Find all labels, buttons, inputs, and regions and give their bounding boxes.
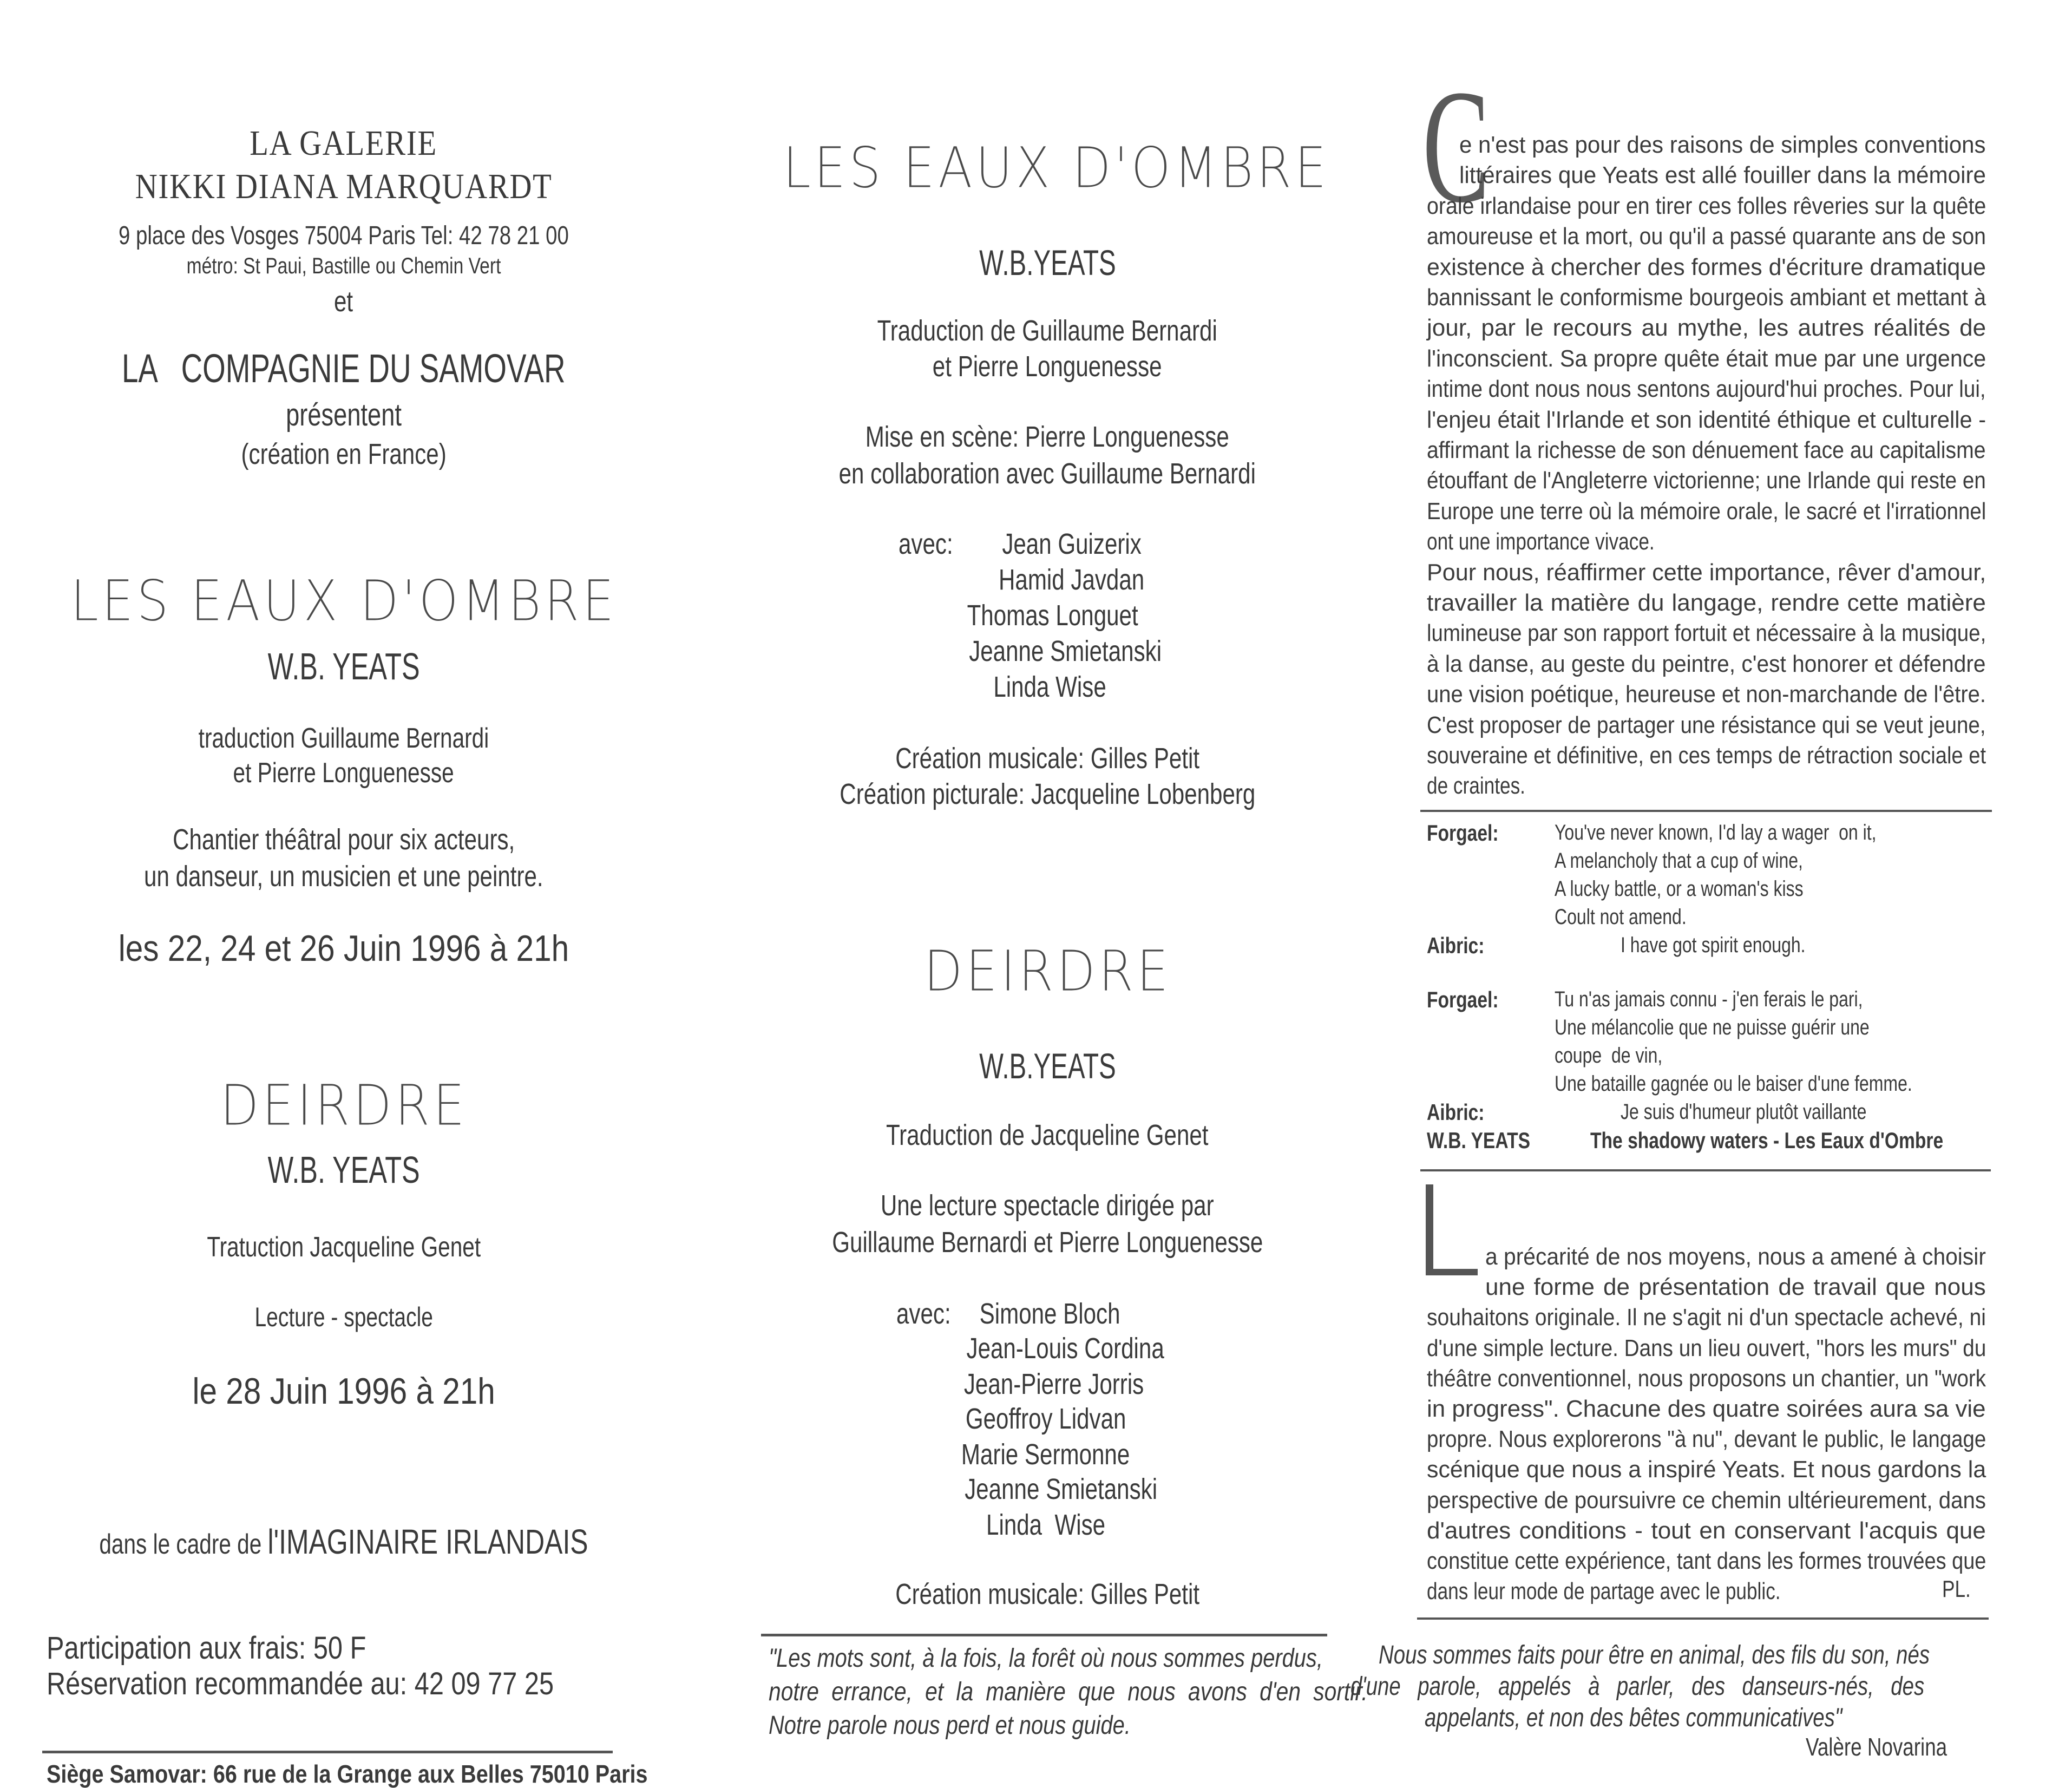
cast-member: Jeanne Smietanski — [965, 1473, 1158, 1505]
cast-member: Hamid Javdan — [999, 564, 1145, 596]
play1-translation-line1: Traduction de Guillaume Bernardi — [877, 315, 1218, 347]
dialogue-attribution-author: W.B. YEATS — [1427, 1128, 1531, 1153]
essay-line: Europe une terre où la mémoire orale, le sacré et l'irrationnel — [1427, 497, 1986, 525]
essay-line: dans leur mode de partage avec le public. — [1427, 1578, 1781, 1605]
play1-music-credit: Création musicale: Gilles Petit — [895, 742, 1199, 775]
essay-line: C'est proposer de partager une résistance qui se veut jeune, — [1427, 711, 1986, 738]
essay-line: une vision poétique, heureuse et non-marchande de l'être. — [1427, 681, 1986, 708]
essay-line: d'autres conditions - tout en conservant l'acquis que — [1427, 1517, 1986, 1544]
middle-quote-line: Notre parole nous perd et nous guide. — [769, 1711, 1131, 1740]
dialogue-line: Je suis d'humeur plutôt vaillante — [1621, 1100, 1867, 1124]
cast-member: Marie Sermonne — [961, 1438, 1130, 1471]
essay-line: l'inconscient. Sa propre quête était mue par une urgence — [1427, 345, 1986, 372]
essay-line: souveraine et définitive, en ces temps de rétraction sociale et — [1427, 742, 1986, 769]
play1-direction-line1: Mise en scène: Pierre Longuenesse — [865, 421, 1229, 453]
dialogue-speaker: Aibric: — [1427, 933, 1485, 958]
play1-cast-label: avec: — [899, 528, 953, 560]
essay-line: une forme de présentation de travail que nous — [1485, 1274, 1986, 1301]
play2-cast-label: avec: — [896, 1298, 951, 1330]
play2-title-handwritten: DEIRDRE — [220, 1072, 468, 1138]
play1-painting-credit: Création picturale: Jacqueline Lobenberg — [839, 778, 1256, 810]
company-name: LA COMPAGNIE DU SAMOVAR — [122, 346, 566, 391]
play2-title-handwritten: DEIRDRE — [923, 938, 1171, 1004]
essay-line: bannissant le conformisme bourgeois ambiant et mettant à — [1427, 284, 1986, 311]
drop-cap-l — [1426, 1184, 1479, 1275]
reservation-phone: Réservation recommandée au: 42 09 77 25 — [47, 1666, 554, 1701]
essay-line: in progress". Chacune des quatre soirées aura sa vie — [1427, 1396, 1986, 1422]
quote-author: Valère Novarina — [1806, 1733, 1948, 1761]
middle-quote-rule — [761, 1634, 1327, 1636]
play1-description-line1: Chantier théâtral pour six acteurs, — [172, 823, 515, 856]
creation-note: (création en France) — [241, 438, 447, 470]
play2-direction-line1: Une lecture spectacle dirigée par — [881, 1189, 1214, 1222]
essay-line: existence à chercher des formes d'écriture dramatique — [1427, 253, 1986, 280]
play1-title-handwritten: LES EAUX D'OMBRE — [783, 135, 1330, 201]
dialogue-line: A lucky battle, or a woman's kiss — [1555, 877, 1804, 901]
play2-direction-line2: Guillaume Bernardi et Pierre Longuenesse — [831, 1226, 1263, 1259]
essay-line: amoureuse et la mort, ou qu'il a passé quarante ans de son — [1427, 223, 1986, 250]
essay-line: lumineuse par son rapport fortuit et nécessaire à la musique, — [1427, 620, 1986, 647]
cast-member: Jean-Pierre Jorris — [963, 1368, 1144, 1400]
play1-author: W.B.YEATS — [979, 243, 1116, 283]
drop-cap-c: C — [1422, 56, 1490, 236]
essay-line: ont une importance vivace. — [1427, 528, 1655, 555]
play1-translation-line2: et Pierre Longuenesse — [233, 757, 455, 789]
essay-line: e n'est pas pour des raisons de simples conventions — [1459, 132, 1986, 158]
play1-direction-line2: en collaboration avec Guillaume Bernardi — [838, 457, 1256, 490]
dialogue-line: You've never known, I'd lay a wager on it, — [1555, 821, 1877, 844]
cast-member: Jean-Louis Cordina — [966, 1332, 1164, 1365]
drop-cap-l-stem — [1426, 1184, 1433, 1275]
dialogue-line: Une bataille gagnée ou le baiser d'une femme. — [1555, 1072, 1912, 1096]
essay-line: souhaitons originale. Il ne s'agit ni d'un spectacle achevé, ni — [1427, 1304, 1986, 1331]
festival-name: l'IMAGINAIRE IRLANDAIS — [267, 1522, 588, 1561]
dialogue-line: Tu n'as jamais connu - j'en ferais le pari, — [1555, 987, 1863, 1011]
essay-line: constitue cette expérience, tant dans les formes trouvées que — [1427, 1548, 1986, 1574]
dialogue-line: Coult not amend. — [1555, 905, 1687, 929]
right-quote-rule — [1417, 1617, 1989, 1620]
play1-title-handwritten: LES EAUX D'OMBRE — [70, 568, 618, 634]
essay-line: à la danse, au geste du peintre, c'est honorer et défendre — [1427, 650, 1986, 677]
dialogue-line: I have got spirit enough. — [1621, 933, 1806, 957]
dialogue-attribution-title: The shadowy waters - Les Eaux d'Ombre — [1590, 1128, 1944, 1153]
essay-signature: PL. — [1942, 1576, 1971, 1602]
cast-member: Geoffroy Lidvan — [965, 1403, 1126, 1435]
left-footer-rule — [42, 1751, 613, 1753]
play1-description-line2: un danseur, un musicien et une peintre. — [144, 860, 543, 893]
cast-member: Jean Guizerix — [1002, 528, 1142, 560]
essay-line: a précarité de nos moyens, nous a amené à choisir — [1485, 1243, 1986, 1270]
footer-address-clipped: Siège Samovar: 66 rue de la Grange aux Belles 75010 Paris — [47, 1760, 648, 1788]
essay-line: Pour nous, réaffirmer cette importance, rêver d'amour, — [1427, 559, 1986, 586]
essay-line: propre. Nous explorerons "à nu", devant le public, le langage — [1427, 1426, 1986, 1453]
essay-line: étouffant de l'Angleterre victorienne; une Irlande qui reste en — [1427, 467, 1986, 494]
essay-end-rule — [1420, 810, 1992, 812]
play2-author: W.B. YEATS — [267, 1149, 420, 1191]
middle-quote-line: notre errance, et la manière que nous avons d'en sortir. — [769, 1678, 1368, 1706]
middle-quote-line: "Les mots sont, à la fois, la forêt où nous sommes perdus, — [769, 1644, 1323, 1673]
essay-line: d'une simple lecture. Dans un lieu ouvert, "hors les murs" du — [1427, 1334, 1986, 1361]
essay-line: perspective de poursuivre ce chemin ultérieurement, dans — [1427, 1486, 1986, 1514]
play1-translation-line1: traduction Guillaume Bernardi — [198, 723, 489, 754]
gallery-metro: métro: St Paui, Bastille ou Chemin Vert — [186, 253, 501, 278]
play2-translation: Tratuction Jacqueline Genet — [207, 1232, 481, 1263]
dialogue-speaker: Forgael: — [1427, 820, 1499, 846]
essay-line: scénique que nous a inspiré Yeats. Et nous gardons la — [1427, 1456, 1986, 1483]
play2-translation: Traduction de Jacqueline Genet — [886, 1119, 1209, 1151]
play2-format: Lecture - spectacle — [254, 1302, 433, 1332]
essay-line: intime dont nous nous sentons aujourd'hui proches. Pour lui, — [1427, 376, 1986, 403]
play1-translation-line2: et Pierre Longuenesse — [933, 350, 1162, 383]
essay-line: l'enjeu était l'Irlande et son identité éthique et culturelle - — [1427, 406, 1986, 433]
cast-member: Jeanne Smietanski — [969, 635, 1162, 667]
cast-member: Linda Wise — [986, 1509, 1106, 1541]
gallery-name-line1: LA GALERIE — [250, 123, 438, 163]
gallery-name-line2: NIKKI DIANA MARQUARDT — [135, 167, 553, 206]
conjunction-et: et — [334, 285, 353, 318]
play2-music-credit: Création musicale: Gilles Petit — [895, 1578, 1199, 1610]
dialogue-end-rule — [1420, 1169, 1991, 1171]
dialogue-line: A melancholy that a cup of wine, — [1555, 849, 1803, 873]
dialogue-speaker: Aibric: — [1427, 1099, 1485, 1125]
essay-line: jour, par le recours au mythe, les autres réalités de — [1427, 315, 1986, 342]
presents-label: présentent — [286, 397, 402, 433]
play1-dates: les 22, 24 et 26 Juin 1996 à 21h — [118, 928, 569, 969]
essay-line: travailler la matière du langage, rendre cette matière — [1427, 590, 1986, 616]
dialogue-line: coupe de vin, — [1555, 1044, 1663, 1067]
play2-date: le 28 Juin 1996 à 21h — [192, 1371, 495, 1412]
essay-line: affirmant la richesse de son dénuement face au capitalisme — [1427, 437, 1986, 463]
dialogue-speaker: Forgael: — [1427, 987, 1499, 1012]
drop-cap-l-foot — [1426, 1269, 1478, 1275]
right-quote-line: Nous sommes faits pour être en animal, des fils du son, nés — [1379, 1641, 1930, 1669]
right-quote-line: appelants, et non des bêtes communicatives" — [1425, 1704, 1842, 1732]
essay-line: de craintes. — [1427, 772, 1525, 800]
essay-line: théâtre conventionnel, nous proposons un chantier, un "work — [1427, 1365, 1986, 1392]
right-quote-line: d'une parole, appelés à parler, des danseurs-nés, des — [1350, 1672, 1924, 1701]
gallery-address: 9 place des Vosges 75004 Paris Tel: 42 78 21 00 — [119, 221, 569, 250]
cast-member: Simone Bloch — [980, 1298, 1120, 1330]
play2-author: W.B.YEATS — [979, 1046, 1116, 1086]
participation-fee: Participation aux frais: 50 F — [47, 1630, 366, 1666]
cast-member: Thomas Longuet — [967, 599, 1138, 632]
cast-member: Linda Wise — [993, 671, 1107, 703]
essay-line: littéraires que Yeats est allé fouiller dans la mémoire — [1459, 162, 1986, 189]
dialogue-line: Une mélancolie que ne puisse guérir une — [1555, 1016, 1870, 1039]
play1-author: W.B. YEATS — [267, 645, 420, 687]
festival-context: dans le cadre de l'IMAGINAIRE IRLANDAIS — [99, 1522, 588, 1561]
essay-line: orale irlandaise pour en tirer ces folles rêveries sur la quête — [1427, 192, 1986, 219]
